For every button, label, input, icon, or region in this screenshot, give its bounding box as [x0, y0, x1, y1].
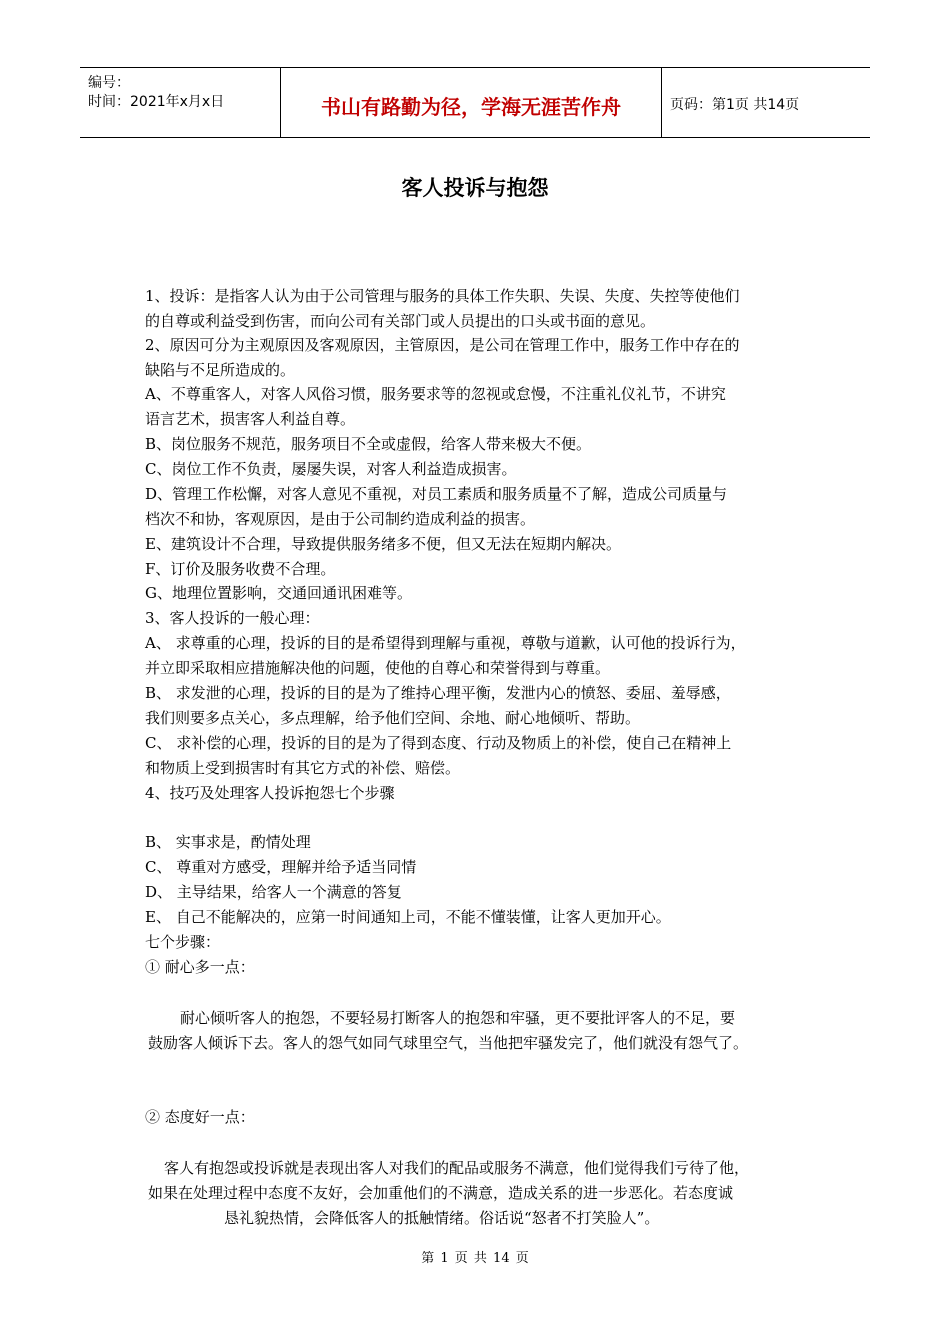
body-line: 我们则要多点关心，多点理解，给予他们空间、余地、耐心地倾听、帮助。: [145, 709, 641, 727]
body-line: D、管理工作松懈，对客人意见不重视，对员工素质和服务质量不了解，造成公司质量与: [145, 485, 728, 503]
body-line: 语言艺术，损害客人利益自尊。: [145, 410, 356, 428]
body-line: 如果在处理过程中态度不友好，会加重他们的不满意，造成关系的进一步恶化。若态度诚: [148, 1184, 734, 1202]
body-line: 2、原因可分为主观原因及客观原因，主管原因，是公司在管理工作中，服务工作中存在的: [145, 336, 740, 354]
body-line: C、 尊重对方感受，理解并给予适当同情: [145, 858, 417, 876]
body-line: 耐心倾听客人的抱怨，不要轻易打断客人的抱怨和牢骚，更不要批评客人的不足，要: [180, 1009, 736, 1027]
document-title: 客人投诉与抱怨: [401, 176, 549, 200]
body-line: ② 态度好一点：: [145, 1108, 255, 1126]
page-code-label: 页码：第1页 共14页: [670, 97, 800, 113]
body-line: 恳礼貌热情，会降低客人的抵触情绪。俗话说“怒者不打笑脸人”。: [224, 1209, 660, 1227]
body-line: C、 求补偿的心理，投诉的目的是为了得到态度、行动及物质上的补偿，使自己在精神上: [145, 734, 732, 752]
body-line: 缺陷与不足所造成的。: [145, 361, 296, 379]
body-line: 档次不和协，客观原因，是由于公司制约造成利益的损害。: [145, 510, 536, 528]
page-footer: 第 1 页 共 14 页: [421, 1251, 529, 1266]
body-line: E、 自己不能解决的，应第一时间通知上司，不能不懂装懂，让客人更加开心。: [145, 908, 671, 926]
header-info-cell: [80, 68, 281, 137]
body-line: C、岗位工作不负责，屡屡失误，对客人利益造成损害。: [145, 460, 517, 478]
header-page-cell: [662, 68, 870, 137]
body-line: 七个步骤：: [145, 933, 221, 951]
body-line: A、不尊重客人，对客人风俗习惯，服务要求等的忽视或怠慢，不注重礼仪礼节，不讲究: [145, 385, 726, 403]
body-line: A、 求尊重的心理，投诉的目的是希望得到理解与重视，尊敬与道歉，认可他的投诉行为，: [145, 634, 746, 652]
document-date-label: 时间：2021年x月x日: [88, 94, 225, 110]
body-line: 4、技巧及处理客人投诉抱怨七个步骤: [145, 784, 395, 802]
body-line: 3、客人投诉的一般心理：: [145, 609, 320, 627]
body-line: F、订价及服务收费不合理。: [145, 560, 336, 578]
body-line: B、岗位服务不规范，服务项目不全或虚假，给客人带来极大不便。: [145, 435, 592, 453]
body-line: B、 求发泄的心理，投诉的目的是为了维持心理平衡，发泄内心的愤怒、委屈、羞辱感，: [145, 684, 731, 702]
body-line: D、 主导结果，给客人一个满意的答复: [145, 883, 402, 901]
header-table: [80, 67, 870, 138]
body-line: 客人有抱怨或投诉就是表现出客人对我们的配品或服务不满意，他们觉得我们亏待了他，: [164, 1159, 750, 1177]
body-line: ① 耐心多一点：: [145, 958, 255, 976]
header-motto-cell: [281, 68, 662, 137]
header-motto: 书山有路勤为径，学海无涯苦作舟: [321, 95, 621, 119]
body-line: E、建筑设计不合理，导致提供服务绪多不便，但又无法在短期内解决。: [145, 535, 621, 553]
body-line: 的自尊或利益受到伤害，而向公司有关部门或人员提出的口头或书面的意见。: [145, 312, 656, 330]
body-line: B、 实事求是，酌情处理: [145, 833, 311, 851]
body-line: G、地理位置影响，交通回通讯困难等。: [145, 584, 412, 602]
body-line: 和物质上受到损害时有其它方式的补偿、赔偿。: [145, 759, 461, 777]
body-line: 并立即采取相应措施解决他的问题，使他的自尊心和荣誉得到与尊重。: [145, 659, 611, 677]
document-number-label: 编号：: [88, 75, 130, 91]
body-line: 1、投诉：是指客人认为由于公司管理与服务的具体工作失职、失误、失度、失控等使他们: [145, 287, 740, 305]
body-line: 鼓励客人倾诉下去。客人的怨气如同气球里空气，当他把牢骚发完了，他们就没有怨气了。: [148, 1034, 749, 1052]
